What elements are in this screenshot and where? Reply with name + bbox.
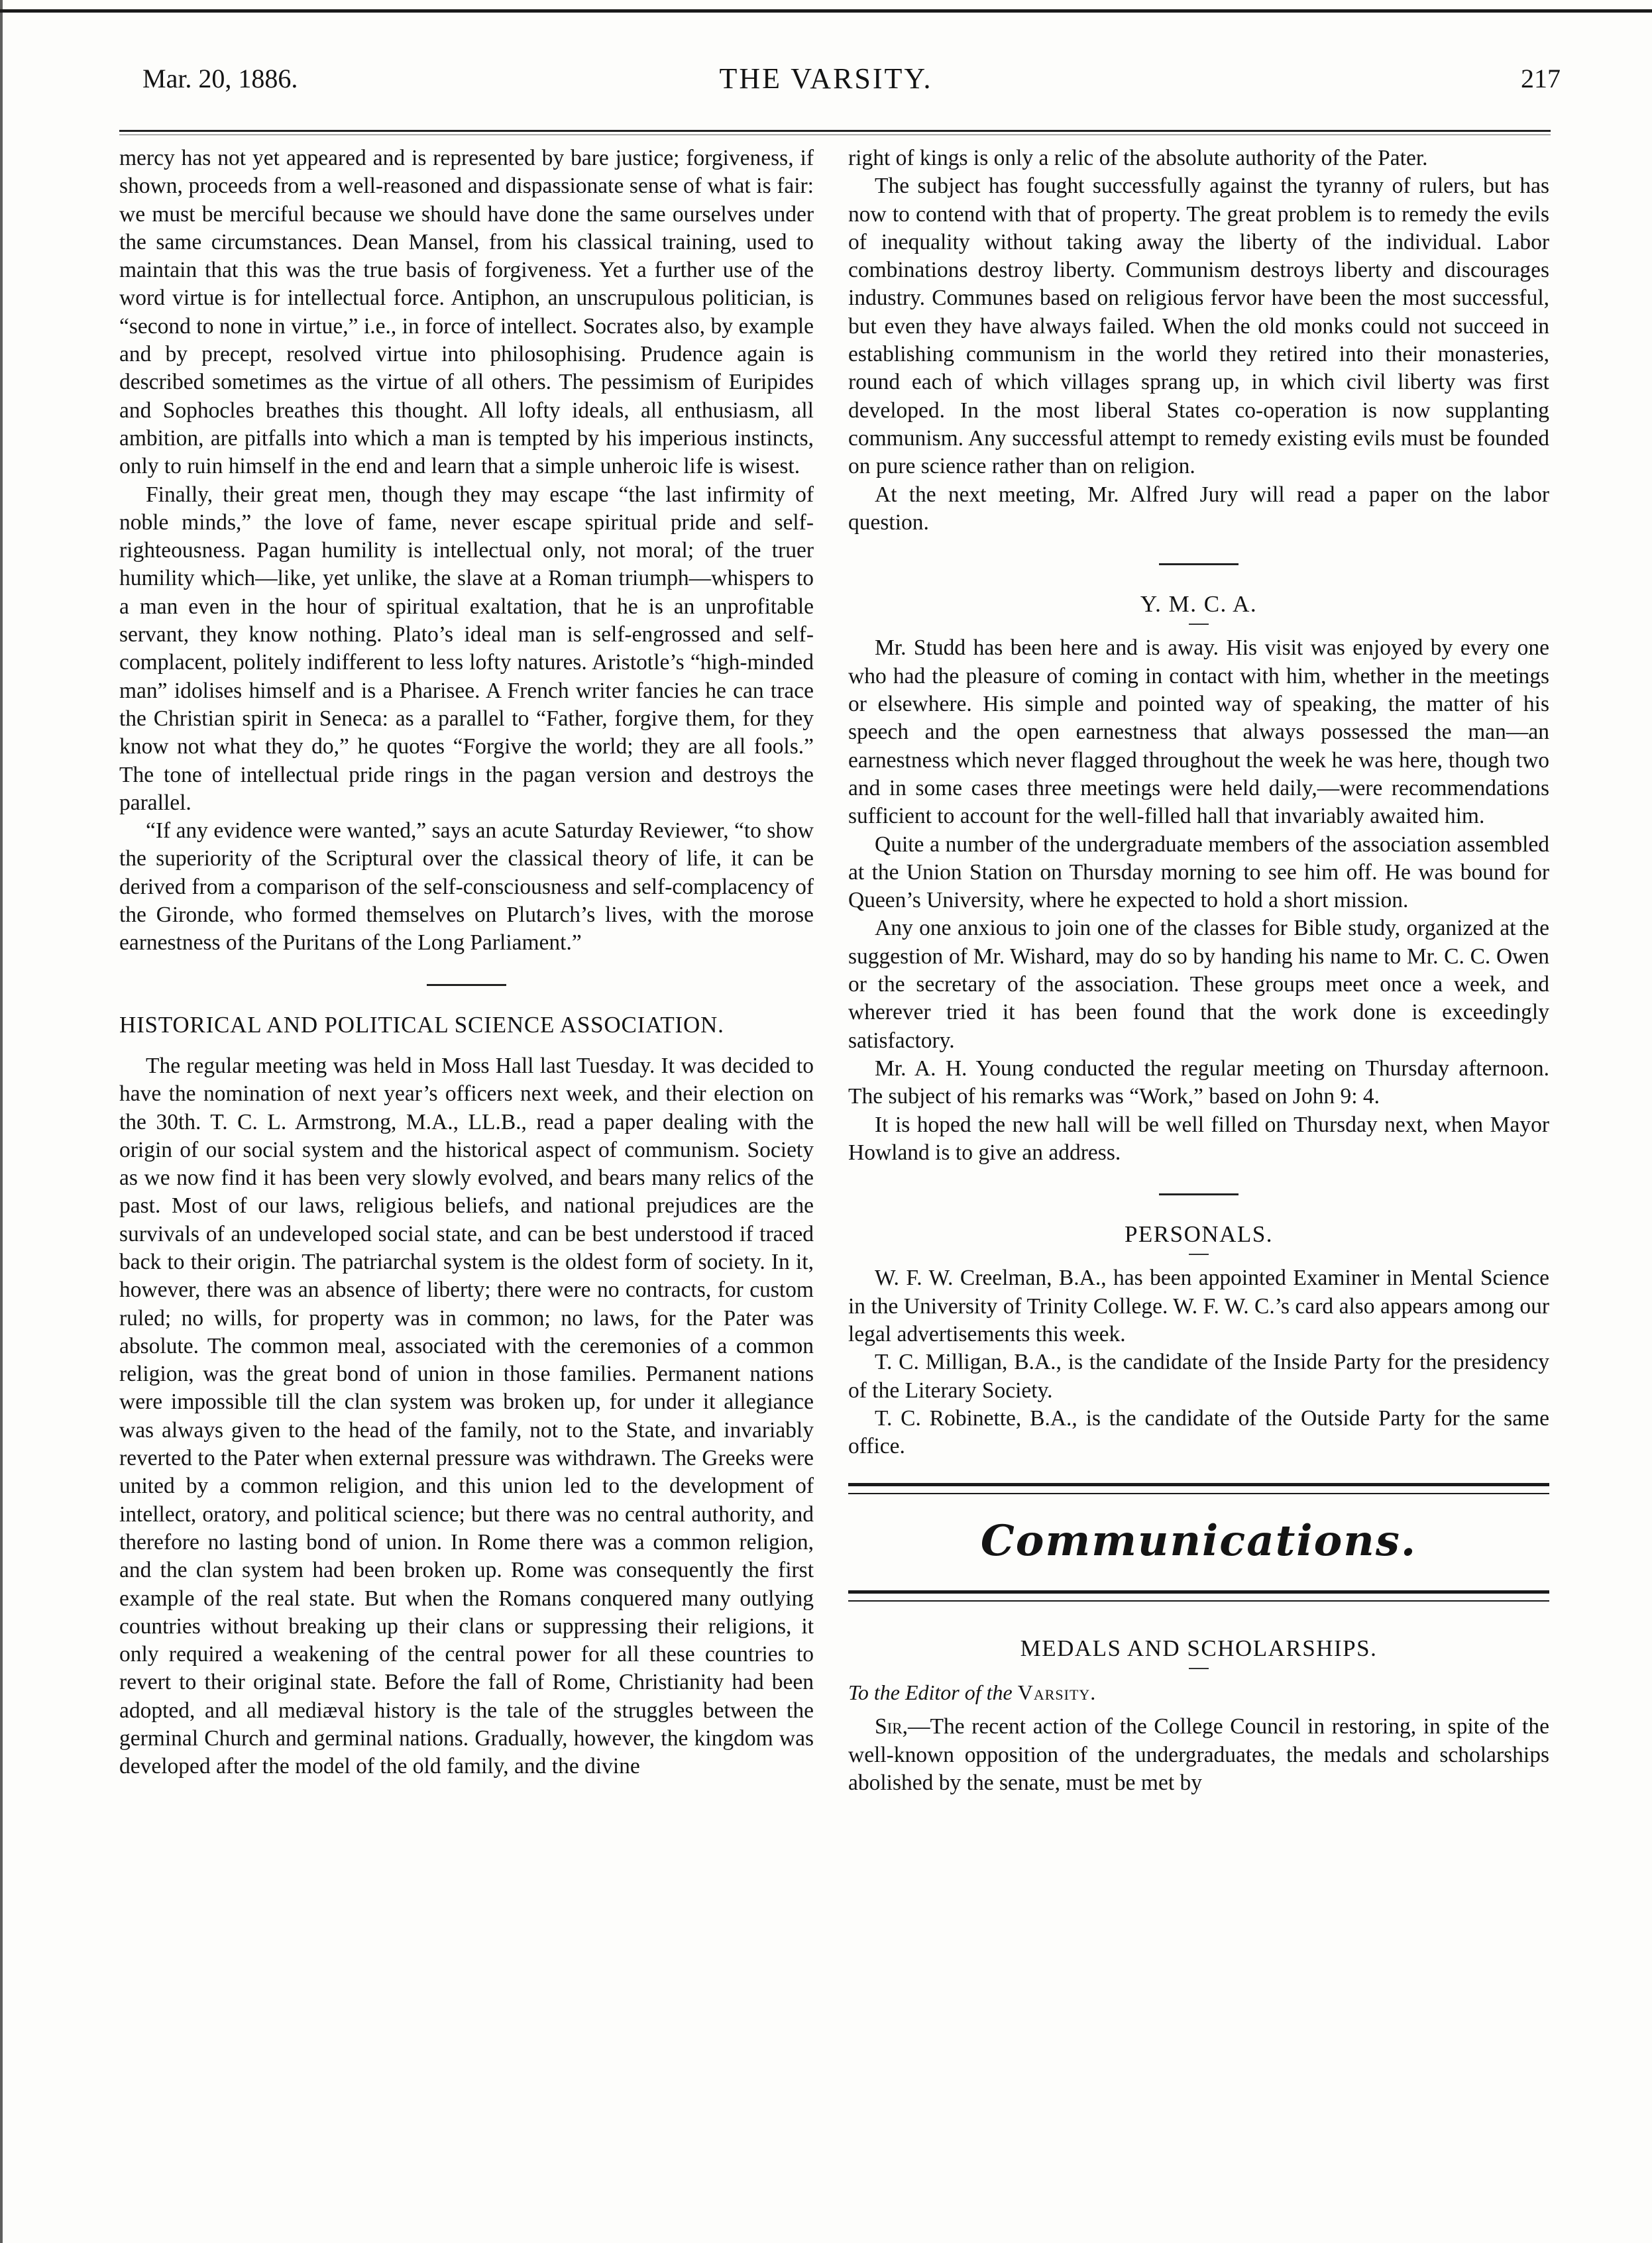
right-column — [848, 144, 1549, 1797]
article-paragraph: Finally, their great men, though they may escape “the last infirmity of noble minds,” the love of fame, never escape spiritual pride and self-righteousness. Pagan humility is intellectual only, not moral; of the truer humility which—like, yet unlike, the slave at a Roman triumph—whispers to a man even in the hour of spiritual exaltation, that he is an unprofitable servant, they know nothing. Plato’s ideal man is self-engrossed and self-complacent, politely indifferent to less lofty natures. Aristotle’s “high-minded man” idolises himself and is a Pharisee. A French writer fancies he can trace the Christian spirit in Seneca: as a parallel to “Father, forgive them, for they know not what they do,” he quotes “Forgive the world; they are all fools.” The tone of intellectual pride rings in the pagan version and destroys the parallel. — [119, 482, 814, 815]
article-paragraph: “If any evidence were wanted,” says an acute Saturday Reviewer, “to show the superiority of the Scriptural over the classical theory of life, it can be derived from a comparison of the self-consciousness and self-complacency of the Gironde, who formed themselves on Plutarch’s lives, with the morose earnestness of the Puritans of the Long Parliament.” — [119, 818, 814, 956]
article-paragraph: Mr. A. H. Young conducted the regular meeting on Thursday afternoon. The subject of his remarks was “Work,” based on John 9: 4. — [848, 1056, 1549, 1109]
masthead-title: THE VARSITY. — [719, 62, 933, 95]
article-paragraph: W. F. W. Creelman, B.A., has been appointed Examiner in Mental Science in the University of Trinity College. W. F. W. C.’s card also appears among our legal advertisements this week. — [848, 1266, 1549, 1346]
article-paragraph: T. C. Robinette, B.A., is the candidate of the Outside Party for the same office. — [848, 1405, 1549, 1459]
section-heading-historical: HISTORICAL AND POLITICAL SCIENCE ASSOCIATION. — [119, 1011, 724, 1038]
issue-date: Mar. 20, 1886. — [142, 64, 298, 93]
article-paragraph: Mr. Studd has been here and is away. His visit was enjoyed by every one who had the pleasure of coming in contact with him, whether in the meetings or elsewhere. His simple and pointed way of speaking, the matter of his speech and the open earnestness that always possessed the man—an earnestness which never flagged throughout the week he was here, though two and in some cases three meetings were held daily,—were recommendations sufficient to account for the well-filled hall that invariably awaited him. — [848, 635, 1549, 829]
left-column — [119, 144, 814, 1781]
letter-address-paper: Varsity. — [1017, 1680, 1097, 1705]
section-separator — [427, 984, 506, 986]
heading-underline — [1189, 1668, 1209, 1669]
letter-address — [848, 1678, 1549, 1706]
heading-underline — [1189, 1254, 1209, 1255]
article-paragraph: The regular meeting was held in Moss Hall last Tuesday. It was decided to have the nomination of next year’s officers next week, and their election on the 30th. T. C. L. Armstrong, M.A., LL.B., read a paper dealing with the origin of our social system and the historical aspect of communism. Society as we now find it has been very slowly evolved, and bears many relics of the past. Most of our laws, religious beliefs, and national prejudices are the survivals of an undeveloped social state, and can be best understood if traced back to their origin. The patriarchal system is the oldest form of society. In it, however, there was an absence of liberty; there were no contracts, for custom ruled; no wills, for property was in common; no laws, for the Pater was absolute. The common meal, associated with the ceremonies of a common religion, was the great bond of union in those families. Permanent nations were impossible till the clan system was broken up, for under it allegiance was always given to the head of the family, not to the State, and invariably reverted to the Pater when external pressure was withdrawn. The Greeks were united by a common religion, and this union led to the development of intellect, oratory, and political science; but there was no central authority, and therefore no lasting bond of union. In Rome there was a common religion, and the clan system had been broken up. Rome was consequently the first example of the real state. But when the Romans conquered many outlying countries without breaking up their clans or suppressing their religions, it only required a weakening of the central power for all these countries to revert to their original state. Before the fall of Rome, Christianity had been adopted, and all mediæval history is the tale of the struggles between the germinal Church and germinal nations. Gradually, however, the kingdom was developed after the model of the old family, and the divine — [119, 1053, 814, 1779]
article-paragraph: T. C. Milligan, B.A., is the candidate of the Inside Party for the presidency of the Literary Society. — [848, 1350, 1549, 1403]
section-separator — [1159, 563, 1239, 565]
section-title-communications: Communications. — [980, 1516, 1417, 1566]
article-paragraph: At the next meeting, Mr. Alfred Jury will read a paper on the labor question. — [848, 482, 1549, 535]
heading-underline — [1189, 624, 1209, 625]
top-border-rule — [0, 9, 1652, 13]
letter-address-prefix: To the Editor of the — [848, 1680, 1013, 1705]
section-separator — [1159, 1193, 1239, 1195]
article-paragraph: Quite a number of the undergraduate members of the association assembled at the Union Station on Thursday morning to see him off. He was bound for Queen’s University, where he expected to hold a short mission. — [848, 832, 1549, 913]
article-paragraph: The subject has fought successfully against the tyranny of rulers, but has now to contend with that of property. The great problem is to remedy the evils of inequality without taking away the liberty of the individual. Labor combinations destroy liberty. Communism destroys liberty and discourages industry. Communes based on religious fervor have been the most successful, but even they have always failed. When the old monks could not succeed in establishing communism in the world they retired into their monasteries, round each of which villages sprang up, in which civil liberty was first developed. In the most liberal States co-operation is now supplanting communism. Any successful attempt to remedy existing evils must be founded on pure science rather than on religion. — [848, 174, 1549, 479]
page-binding-edge — [0, 0, 13, 2243]
page-number: 217 — [1521, 64, 1561, 93]
article-continuation-paragraph: mercy has not yet appeared and is represented by bare justice; forgiveness, if shown, proceeds from a well-reasoned and dispassionate sense of what is fair: we must be merciful because we should have done the same ourselves under the same circumstances. Dean Mansel, from his classical training, used to maintain that this was the true basis of forgiveness. Yet a further use of the word virtue is for intellectual force. Antiphon, an unscrupulous politician, is “second to none in virtue,” i.e., in force of intellect. Socrates also, by example and by precept, resolved virtue into philosophising. Prudence again is described sometimes as the virtue of all others. The pessimism of Euripides and Sophocles breathes this thought. All lofty ideals, all enthusiasm, all ambition, are pitfalls into which a man is tempted by his imperious instincts, only to ruin himself in the end and learn that a simple unheroic life is wisest. — [119, 146, 814, 479]
letter-salutation: Sir, — [875, 1714, 909, 1739]
article-paragraph: It is hoped the new hall will be well filled on Thursday next, when Mayor Howland is to give an address. — [848, 1112, 1549, 1165]
header-rule — [119, 130, 1551, 132]
section-heading-personals: PERSONALS. — [1124, 1221, 1274, 1248]
section-heading-ymca: Y. M. C. A. — [1140, 591, 1258, 618]
letter-heading-medals: MEDALS AND SCHOLARSHIPS. — [1020, 1635, 1378, 1661]
article-continuation-paragraph: right of kings is only a relic of the absolute authority of the Pater. — [848, 146, 1428, 170]
double-rule — [848, 1483, 1549, 1494]
letter-body: —The recent action of the College Council in restoring, in spite of the well-known opposition of the undergraduates, the medals and scholarships abolished by the senate, must be met by — [848, 1714, 1549, 1795]
article-paragraph: Any one anxious to join one of the classes for Bible study, organized at the suggestion of Mr. Wishard, may do so by handing his name to Mr. C. C. Owen or the secretary of the association. These groups meet once a week, and wherever tried it has been found that the work done is exceedingly satisfactory. — [848, 916, 1549, 1053]
letter-paragraph — [848, 1713, 1549, 1797]
double-rule — [848, 1590, 1549, 1602]
